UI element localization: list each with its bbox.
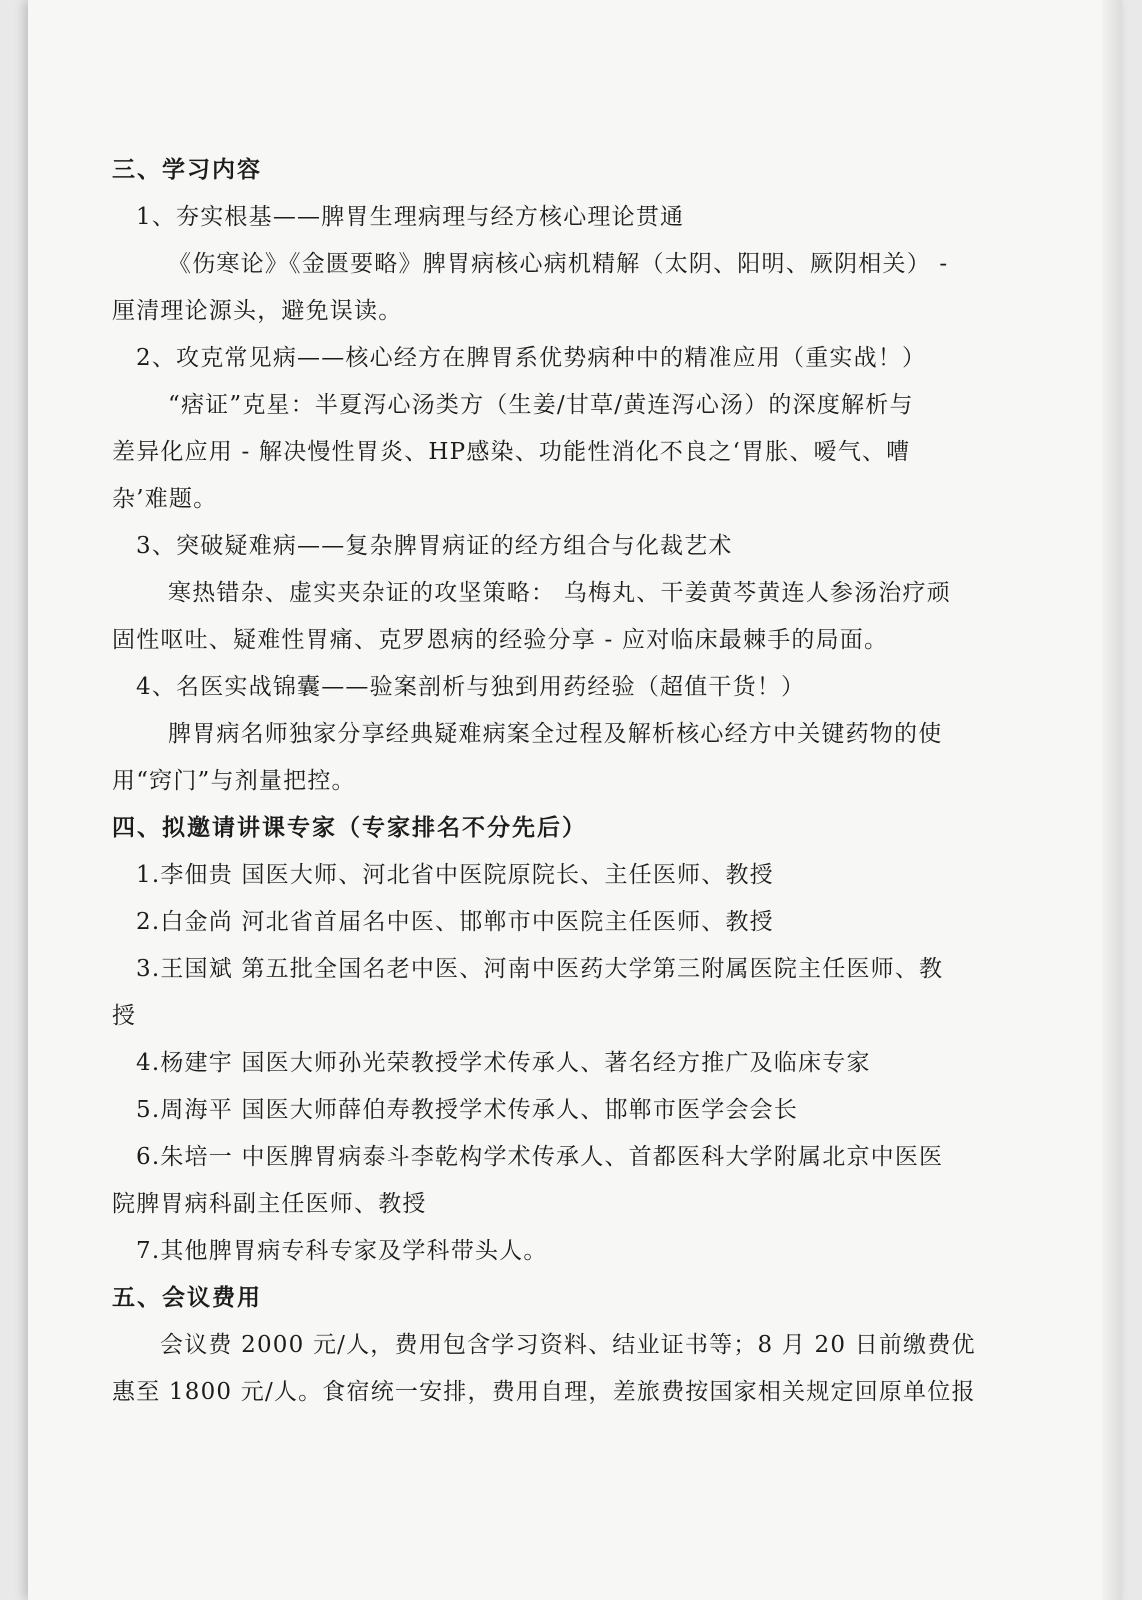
content-item-1: 1、夯实根基——脾胃生理病理与经方核心理论贯通 <box>136 204 685 230</box>
document-page <box>28 0 1122 1600</box>
expert-1: 1.李佃贵 国医大师、河北省中医院原院长、主任医师、教授 <box>136 862 774 888</box>
expert-6: 6.朱培一 中医脾胃病泰斗李乾构学术传承人、首都医科大学附属北京中医医 <box>136 1144 944 1170</box>
expert-5: 5.周海平 国医大师薛伯寿教授学术传承人、邯郸市医学会会长 <box>136 1097 799 1123</box>
section-heading-learning-content: 三、学习内容 <box>112 156 262 183</box>
content-item-2: 2、攻克常见病——核心经方在脾胃系优势病种中的精准应用（重实战！） <box>136 345 927 371</box>
fee-desc-cont: 惠至 1800 元/人。食宿统一安排，费用自理，差旅费按国家相关规定回原单位报 <box>112 1379 976 1405</box>
content-item-3-desc: 寒热错杂、虚实夹杂证的攻坚策略： 乌梅丸、干姜黄芩黄连人参汤治疗顽 <box>168 580 951 606</box>
content-item-2-desc-cont: 差异化应用 - 解决慢性胃炎、HP感染、功能性消化不良之‘胃胀、嗳气、嘈 <box>112 439 911 465</box>
page-edge <box>1102 0 1122 1600</box>
content-item-4-desc: 脾胃病名师独家分享经典疑难病案全过程及解析核心经方中关键药物的使 <box>168 721 943 747</box>
expert-3-cont: 授 <box>112 1003 137 1029</box>
expert-4: 4.杨建宇 国医大师孙光荣教授学术传承人、著名经方推广及临床专家 <box>136 1050 871 1076</box>
expert-7: 7.其他脾胃病专科专家及学科带头人。 <box>136 1238 548 1264</box>
content-item-2-desc-end: 杂’难题。 <box>112 486 218 512</box>
document-body <box>112 155 1072 1424</box>
content-item-1-desc-cont: 厘清理论源头，避免误读。 <box>112 298 403 324</box>
expert-2: 2.白金尚 河北省首届名中医、邯郸市中医院主任医师、教授 <box>136 909 774 935</box>
content-item-3: 3、突破疑难病——复杂脾胃病证的经方组合与化裁艺术 <box>136 533 733 559</box>
section-heading-fees: 五、会议费用 <box>112 1284 262 1311</box>
content-item-3-desc-cont: 固性呕吐、疑难性胃痛、克罗恩病的经验分享 - 应对临床最棘手的局面。 <box>112 627 889 653</box>
content-item-4-desc-cont: 用“窍门”与剂量把控。 <box>112 768 356 794</box>
expert-3: 3.王国斌 第五批全国名老中医、河南中医药大学第三附属医院主任医师、教 <box>136 956 944 982</box>
section-heading-experts: 四、拟邀请讲课专家（专家排名不分先后） <box>112 814 587 841</box>
content-item-1-desc: 《伤寒论》《金匮要略》脾胃病核心病机精解（太阴、阳明、厥阴相关） - <box>168 251 949 277</box>
expert-6-cont: 院脾胃病科副主任医师、教授 <box>112 1191 427 1217</box>
fee-desc: 会议费 2000 元/人，费用包含学习资料、结业证书等；8 月 20 日前缴费优 <box>160 1332 976 1358</box>
content-item-4: 4、名医实战锦囊——验案剖析与独到用药经验（超值干货！） <box>136 674 806 700</box>
content-item-2-desc: “痞证”克星：半夏泻心汤类方（生姜/甘草/黄连泻心汤）的深度解析与 <box>168 392 914 418</box>
